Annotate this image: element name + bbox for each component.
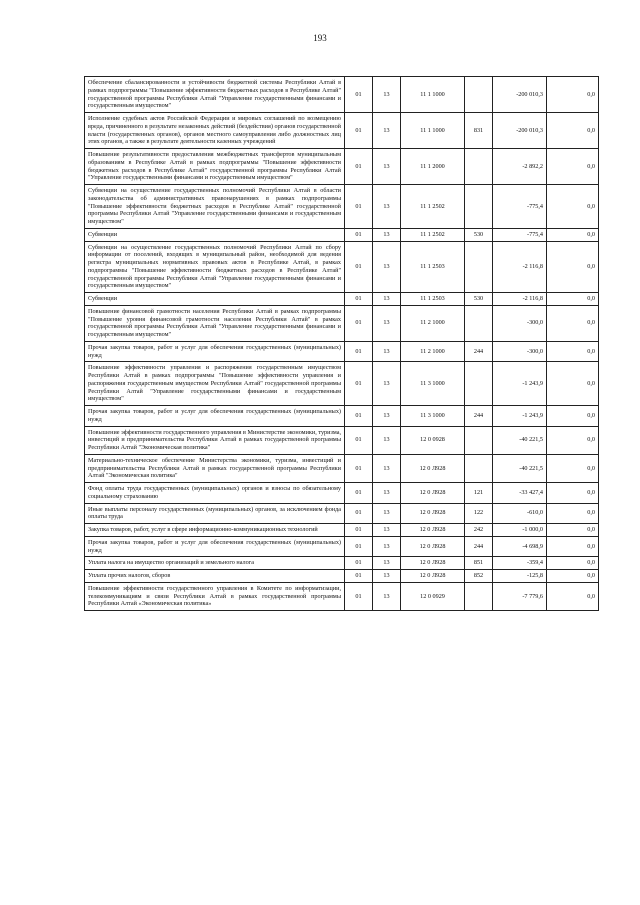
row-section: 01 — [345, 77, 373, 113]
table-row — [85, 557, 599, 570]
row-expense-type — [465, 77, 493, 113]
table-row — [85, 536, 599, 557]
row-amount-2: 0,0 — [547, 582, 599, 610]
row-target-article: 12 0 Л928 — [401, 454, 465, 482]
row-name: Закупка товаров, работ, услуг в сфере информационно-коммуникационных технологий — [85, 524, 345, 537]
row-section: 01 — [345, 557, 373, 570]
row-amount-1: -7 779,6 — [493, 582, 547, 610]
row-amount-2: 0,0 — [547, 293, 599, 306]
row-section: 01 — [345, 483, 373, 504]
row-subsection: 13 — [373, 454, 401, 482]
row-subsection: 13 — [373, 113, 401, 149]
row-amount-1: -300,0 — [493, 341, 547, 362]
page-number: 193 — [313, 33, 327, 43]
row-expense-type — [465, 582, 493, 610]
row-section: 01 — [345, 149, 373, 185]
table-row — [85, 454, 599, 482]
row-amount-2: 0,0 — [547, 228, 599, 241]
row-section: 01 — [345, 406, 373, 427]
row-amount-2: 0,0 — [547, 406, 599, 427]
budget-table — [84, 76, 599, 611]
table-row — [85, 426, 599, 454]
row-subsection: 13 — [373, 406, 401, 427]
row-name: Обеспечение сбалансированности и устойчивости бюджетной системы Республики Алтай в рамках подпрограммы "Повышение эффективности бюджетных расходов в Республике Алтай" государственной программы Республики Алтай "Управление государственными финансами и государственным имуществом" — [85, 77, 345, 113]
row-amount-1: -200 010,3 — [493, 77, 547, 113]
row-amount-2: 0,0 — [547, 483, 599, 504]
row-name: Повышение эффективности государственного управления в Министерстве экономики, туризма, инвестиций и предпринимательства Республики Алтай в рамках государственной программы Республики Алтай "Экономическая политика" — [85, 426, 345, 454]
table-row — [85, 185, 599, 229]
row-subsection: 13 — [373, 362, 401, 406]
row-section: 01 — [345, 570, 373, 583]
row-expense-type — [465, 426, 493, 454]
row-target-article: 11 1 2503 — [401, 241, 465, 293]
row-expense-type — [465, 362, 493, 406]
row-subsection: 13 — [373, 503, 401, 524]
table-body — [85, 77, 599, 611]
table-row — [85, 406, 599, 427]
row-amount-2: 0,0 — [547, 426, 599, 454]
row-expense-type: 530 — [465, 228, 493, 241]
row-target-article: 12 0 0929 — [401, 582, 465, 610]
row-amount-2: 0,0 — [547, 341, 599, 362]
row-target-article: 11 1 1000 — [401, 77, 465, 113]
row-amount-1: -33 427,4 — [493, 483, 547, 504]
row-section: 01 — [345, 293, 373, 306]
row-amount-2: 0,0 — [547, 524, 599, 537]
row-name: Материально-техническое обеспечение Министерства экономики, туризма, инвестиций и предпринимательства Республики Алтай в рамках государственной программы Республики Алтай "Экономическая политика" — [85, 454, 345, 482]
row-section: 01 — [345, 454, 373, 482]
row-target-article: 11 1 2000 — [401, 149, 465, 185]
row-section: 01 — [345, 341, 373, 362]
row-amount-1: -359,4 — [493, 557, 547, 570]
row-amount-1: -40 221,5 — [493, 454, 547, 482]
row-amount-2: 0,0 — [547, 241, 599, 293]
row-expense-type: 831 — [465, 113, 493, 149]
row-subsection: 13 — [373, 185, 401, 229]
row-name: Повышение результативности предоставления межбюджетных трансфертов муниципальным образованиям в Республике Алтай в рамках подпрограммы "Повышение эффективности бюджетных расходов в Республике Алтай" государственной программы Республики Алтай "Управление государственными финансами и государственным имуществом" — [85, 149, 345, 185]
table-row — [85, 113, 599, 149]
row-amount-1: -200 010,3 — [493, 113, 547, 149]
row-section: 01 — [345, 305, 373, 341]
row-subsection: 13 — [373, 305, 401, 341]
row-section: 01 — [345, 241, 373, 293]
row-section: 01 — [345, 185, 373, 229]
row-subsection: 13 — [373, 149, 401, 185]
row-section: 01 — [345, 503, 373, 524]
row-subsection: 13 — [373, 293, 401, 306]
row-target-article: 12 0 0928 — [401, 426, 465, 454]
row-expense-type: 244 — [465, 406, 493, 427]
row-expense-type — [465, 305, 493, 341]
row-amount-1: -40 221,5 — [493, 426, 547, 454]
row-amount-1: -1 243,9 — [493, 362, 547, 406]
row-name: Прочая закупка товаров, работ и услуг для обеспечения государственных (муниципальных) нужд — [85, 341, 345, 362]
row-expense-type — [465, 241, 493, 293]
table-row — [85, 362, 599, 406]
row-target-article: 12 0 Л928 — [401, 524, 465, 537]
row-subsection: 13 — [373, 228, 401, 241]
row-target-article: 12 0 Л928 — [401, 483, 465, 504]
row-amount-2: 0,0 — [547, 454, 599, 482]
row-amount-2: 0,0 — [547, 113, 599, 149]
table-row — [85, 77, 599, 113]
row-amount-1: -775,4 — [493, 185, 547, 229]
row-amount-1: -2 892,2 — [493, 149, 547, 185]
row-name: Субвенции — [85, 228, 345, 241]
row-target-article: 12 0 Л928 — [401, 503, 465, 524]
row-amount-1: -2 116,8 — [493, 293, 547, 306]
row-name: Прочая закупка товаров, работ и услуг для обеспечения государственных (муниципальных) нужд — [85, 406, 345, 427]
row-target-article: 11 2 1000 — [401, 305, 465, 341]
row-expense-type: 852 — [465, 570, 493, 583]
row-amount-1: -610,0 — [493, 503, 547, 524]
row-amount-1: -300,0 — [493, 305, 547, 341]
row-expense-type — [465, 185, 493, 229]
table-row — [85, 293, 599, 306]
row-amount-2: 0,0 — [547, 305, 599, 341]
row-section: 01 — [345, 113, 373, 149]
row-section: 01 — [345, 228, 373, 241]
row-amount-2: 0,0 — [547, 77, 599, 113]
row-amount-2: 0,0 — [547, 149, 599, 185]
row-amount-2: 0,0 — [547, 557, 599, 570]
row-expense-type: 244 — [465, 341, 493, 362]
table-row — [85, 503, 599, 524]
row-target-article: 11 1 2502 — [401, 185, 465, 229]
row-expense-type: 242 — [465, 524, 493, 537]
row-expense-type: 851 — [465, 557, 493, 570]
row-name: Повышение эффективности управления и распоряжения государственным имуществом Республики Алтай в рамках подпрограммы "Повышение эффективности управления и распоряжения государственным имуществом Республики Алтай" государственной программы Республики Алтай "Управление государственными финансами и государственным имуществом" — [85, 362, 345, 406]
table-row — [85, 341, 599, 362]
row-name: Уплата налога на имущество организаций и земельного налога — [85, 557, 345, 570]
row-name: Уплата прочих налогов, сборов — [85, 570, 345, 583]
row-subsection: 13 — [373, 557, 401, 570]
row-section: 01 — [345, 426, 373, 454]
row-amount-1: -125,8 — [493, 570, 547, 583]
row-amount-2: 0,0 — [547, 503, 599, 524]
row-name: Прочая закупка товаров, работ и услуг для обеспечения государственных (муниципальных) нужд — [85, 536, 345, 557]
row-section: 01 — [345, 524, 373, 537]
row-amount-2: 0,0 — [547, 185, 599, 229]
row-section: 01 — [345, 582, 373, 610]
row-expense-type — [465, 454, 493, 482]
row-amount-1: -4 698,9 — [493, 536, 547, 557]
row-amount-1: -775,4 — [493, 228, 547, 241]
row-subsection: 13 — [373, 524, 401, 537]
row-section: 01 — [345, 536, 373, 557]
table-row — [85, 483, 599, 504]
row-expense-type: 530 — [465, 293, 493, 306]
row-subsection: 13 — [373, 570, 401, 583]
row-name: Повышение эффективности государственного управления в Комитете по информатизации, телекоммуникациям и связи Республики Алтай в рамках государственной программы Республики Алтай «Экономическая политика» — [85, 582, 345, 610]
row-amount-2: 0,0 — [547, 362, 599, 406]
table-row — [85, 524, 599, 537]
row-subsection: 13 — [373, 77, 401, 113]
table-row — [85, 241, 599, 293]
row-expense-type: 122 — [465, 503, 493, 524]
row-subsection: 13 — [373, 241, 401, 293]
row-name: Субвенции на осуществление государственных полномочий Республики Алтай в области законодательства об административных правонарушениях в рамках подпрограммы "Повышение эффективности бюджетных расходов в Республике Алтай" государственной программы Республики Алтай "Управление государственными финансами и государственным имуществом" — [85, 185, 345, 229]
table-row — [85, 582, 599, 610]
row-target-article: 11 1 1000 — [401, 113, 465, 149]
row-expense-type — [465, 149, 493, 185]
row-target-article: 12 0 Л928 — [401, 570, 465, 583]
row-target-article: 11 2 1000 — [401, 341, 465, 362]
row-expense-type: 121 — [465, 483, 493, 504]
row-name: Повышение финансовой грамотности населения Республики Алтай в рамках подпрограммы "Повышение уровня финансовой грамотности населения Республики Алтай" в рамках государственной программы Республики Алтай "Управление государственными финансами и государственным имуществом" — [85, 305, 345, 341]
table-row — [85, 149, 599, 185]
row-expense-type: 244 — [465, 536, 493, 557]
row-amount-1: -1 243,9 — [493, 406, 547, 427]
row-name: Исполнение судебных актов Российской Федерации и мировых соглашений по возмещению вреда, причиненного в результате незаконных действий (бездействия) органов государственной власти (государственных органов), органов местного самоуправления либо должностных лиц этих органов, а также в результате деятельности казенных учреждений — [85, 113, 345, 149]
row-target-article: 11 1 2503 — [401, 293, 465, 306]
row-target-article: 12 0 Л928 — [401, 536, 465, 557]
row-subsection: 13 — [373, 536, 401, 557]
table-row — [85, 570, 599, 583]
row-subsection: 13 — [373, 426, 401, 454]
row-section: 01 — [345, 362, 373, 406]
row-name: Субвенции на осуществление государственных полномочий Республики Алтай по сбору информации от поселений, входящих в муниципальный район, необходимой для ведения регистра муниципальных нормативных правовых актов в Республике Алтай, в рамках подпрограммы "Повышение эффективности бюджетных расходов в Республике Алтай" государственной программы Республики Алтай "Управление государственными финансами и государственным имуществом" — [85, 241, 345, 293]
row-subsection: 13 — [373, 341, 401, 362]
row-amount-1: -1 000,0 — [493, 524, 547, 537]
row-amount-2: 0,0 — [547, 570, 599, 583]
row-name: Фонд оплаты труда государственных (муниципальных) органов и взносы по обязательному социальному страхованию — [85, 483, 345, 504]
row-name: Иные выплаты персоналу государственных (муниципальных) органов, за исключением фонда оплаты труда — [85, 503, 345, 524]
row-subsection: 13 — [373, 483, 401, 504]
row-target-article: 11 3 1000 — [401, 362, 465, 406]
row-subsection: 13 — [373, 582, 401, 610]
table-row — [85, 305, 599, 341]
row-amount-2: 0,0 — [547, 536, 599, 557]
row-target-article: 12 0 Л928 — [401, 557, 465, 570]
row-target-article: 11 1 2502 — [401, 228, 465, 241]
table-row — [85, 228, 599, 241]
row-target-article: 11 3 1000 — [401, 406, 465, 427]
row-amount-1: -2 116,8 — [493, 241, 547, 293]
row-name: Субвенции — [85, 293, 345, 306]
